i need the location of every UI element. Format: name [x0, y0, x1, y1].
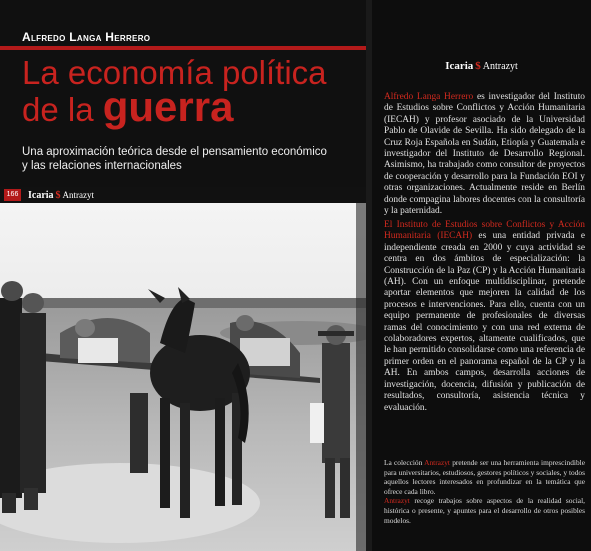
cover-photo: [0, 203, 366, 551]
institute-text: es una entidad privada e independiente creada en 2000 y cuya actividad se centra en dos ámbitos de especialización: la Construcción de la Paz (CP) y la Acción Humanitaria (AH). Con un enfoque multidisciplinar, pretende aportar elementos que mejoren la calidad de los procesos e intervenciones. Para ello, cuenta con un equipo permanente de profesionales de diversas ramas del conocimiento y con una red externa de colaboradores expertos, altamente cualificados, que le han permitido consolidarse como una referencia de primer orden en el panorama español de la CP y la AH. En ambos campos, desarrolla acciones de investigación, docencia, difusión y publicación de resultados, consultoría, asistencia técnica y evaluación.: [384, 231, 585, 413]
back-imprint-name: Antrazyt: [482, 61, 518, 72]
back-publisher-name: Icaria: [445, 60, 474, 72]
col2-rest: recoge trabajos sobre aspectos de la realidad social, histórica o presente, y apuntes para el desarrollo de otros posibles modelos.: [384, 496, 585, 525]
title-line-2: [22, 83, 234, 130]
subtitle-line-1: Una aproximación teórica desde el pensamiento económico: [22, 146, 327, 158]
imprint-name: Antrazyt: [62, 190, 95, 200]
author-bio: [384, 92, 585, 217]
title-line-2-emphasis: guerra: [102, 83, 234, 130]
col1-collection-name: Antrazyt: [424, 458, 450, 467]
publisher-mark-icon: $: [55, 190, 61, 201]
author-name: Alfredo Langa Herrero: [22, 30, 151, 44]
publisher-name: Icaria: [28, 190, 54, 201]
colophon-paragraph-2: [384, 496, 585, 525]
col1-rest: pretende ser una herramienta imprescindible para universitarios, estudiosos, gestores políticos y sociales, y todos aquellos lectores interesados en profundizar en la temática que ofrece cada libro.: [384, 458, 585, 496]
col1-start: La colección: [384, 458, 425, 467]
bio-text: es investigador del Instituto de Estudios sobre Conflictos y Acción Humanitaria (IECAH) y profesor asociado de la Universidad Pablo de Olavide de Sevilla. Ha sido delegado de la Cruz Roja Española en Sudán, Etiopía y Guatemala e investigador del Instituto de Desarrollo Regional. Asimismo, ha trabajado como consultor de proyectos de cooperación y desarrollo para la Fundación EOI y otras organizaciones. Actualmente reside en Berlín donde compagina labores docentes con la consultoría y la paternidad.: [384, 92, 585, 217]
back-publisher-mark-icon: $: [475, 60, 481, 72]
red-rule: [0, 46, 366, 50]
colophon-paragraph-1: [384, 458, 585, 496]
publisher-logo-front: [28, 190, 94, 201]
bio-author-name: Alfredo Langa Herrero: [384, 92, 474, 102]
publisher-logo-back: [372, 60, 591, 72]
institute-description: [384, 220, 585, 414]
book-title: [22, 56, 362, 134]
series-number-badge: 166: [4, 189, 21, 201]
collection-colophon: [384, 458, 585, 525]
institute-name: El Instituto de Estudios sobre Conflictos y Acción Humanitaria (IECAH): [384, 220, 585, 242]
title-line-1: La economía política: [22, 54, 327, 91]
subtitle-line-2: y las relaciones internacionales: [22, 160, 182, 172]
back-cover: [372, 0, 591, 551]
book-subtitle: [22, 145, 362, 173]
col2-collection-name: Antrazyt: [384, 496, 410, 506]
title-line-2-prefix: de la: [22, 91, 103, 128]
